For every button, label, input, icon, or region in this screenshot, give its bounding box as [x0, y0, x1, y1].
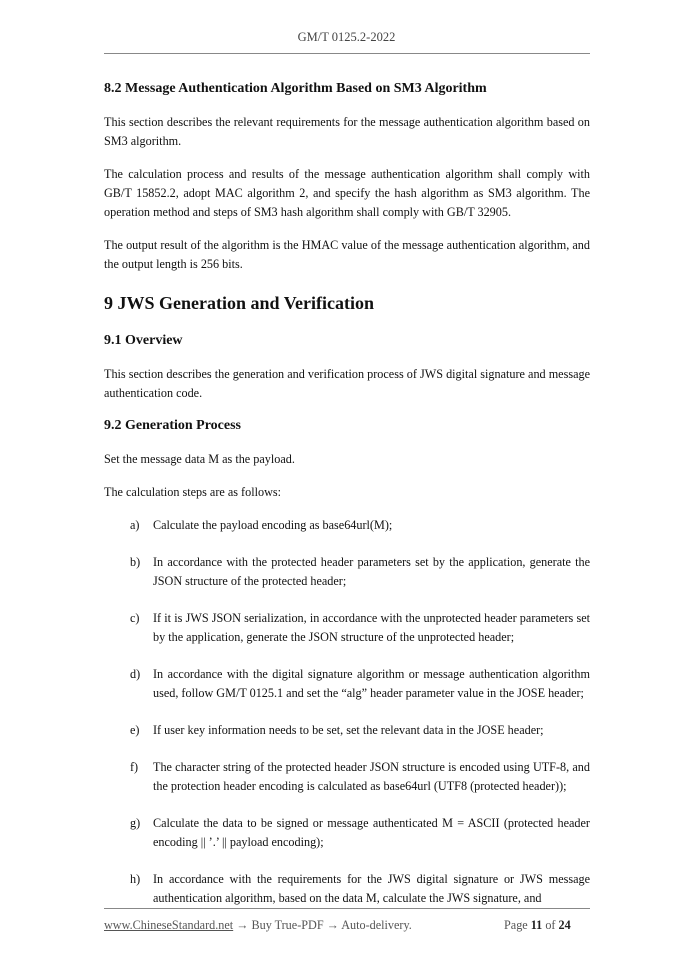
section-9-1-title: 9.1 Overview — [104, 333, 183, 348]
list-item — [104, 870, 590, 908]
page-number — [504, 918, 571, 933]
list-item — [104, 814, 590, 852]
current-page: 11 — [530, 918, 543, 932]
list-item — [104, 553, 590, 591]
generation-steps-list — [104, 516, 590, 908]
list-item-label: h) — [130, 872, 141, 886]
list-item — [104, 516, 590, 535]
page-word: Page — [504, 918, 528, 932]
list-item-label: b) — [130, 555, 141, 569]
section-8-2-title: 8.2 Message Authentication Algorithm Based on SM3 Algorithm — [104, 81, 487, 96]
header-divider — [104, 53, 590, 54]
list-item-label: g) — [130, 816, 141, 830]
section-9-title: 9 JWS Generation and Verification — [104, 293, 375, 313]
section-9-2-paragraph-1: Set the message data M as the payload. — [104, 452, 295, 466]
list-item-text: In accordance with the protected header parameters set by the application, generate the JSON structure of the protected header; — [153, 555, 590, 588]
list-item-label: e) — [130, 723, 140, 737]
list-item-text: In accordance with the digital signature algorithm or message authentication algorithm used, follow GM/T 0125.1 and set the “alg” header parameter value in the JOSE header; — [153, 667, 590, 700]
running-header: GM/T 0125.2-2022 — [297, 30, 396, 44]
list-item-text: If it is JWS JSON serialization, in accordance with the unprotected header parameters set by the application, generate the JSON structure of the unprotected header; — [153, 611, 590, 644]
section-8-2-paragraph-2: The calculation process and results of the message authentication algorithm shall comply with GB/T 15852.2, adopt MAC algorithm 2, and specify the hash algorithm as SM3 algorithm. The operation method and steps of SM3 hash algorithm shall comply with GB/T 32905. — [104, 167, 590, 219]
list-item — [104, 609, 590, 647]
total-pages: 24 — [558, 918, 571, 932]
section-9-2-paragraph-2: The calculation steps are as follows: — [104, 485, 281, 499]
list-item — [104, 721, 590, 740]
section-9-1-paragraph-1: This section describes the generation and verification process of JWS digital signature and message authentication code. — [104, 367, 590, 400]
footer-promo — [104, 918, 412, 933]
list-item — [104, 758, 590, 796]
list-item-text: Calculate the payload encoding as base64url(M); — [153, 518, 393, 532]
page-body — [104, 80, 590, 926]
list-item-text: Calculate the data to be signed or message authenticated M = ASCII (protected header encoding || ’.’ || payload encoding); — [153, 816, 590, 849]
of-word: of — [545, 918, 556, 932]
list-item-label: c) — [130, 611, 140, 625]
list-item-label: f) — [130, 760, 139, 774]
footer-divider — [104, 908, 590, 909]
list-item-label: d) — [130, 667, 141, 681]
site-link[interactable]: www.ChineseStandard.net — [104, 918, 234, 932]
list-item-text: In accordance with the requirements for the JWS digital signature or JWS message authentication algorithm, based on the data M, calculate the JWS signature, and — [153, 872, 590, 905]
list-item — [104, 665, 590, 703]
list-item-text: The character string of the protected header JSON structure is encoded using UTF-8, and the protection header encoding is calculated as base64url (UTF8 (protected header)); — [153, 760, 590, 793]
section-8-2-paragraph-3: The output result of the algorithm is the HMAC value of the message authentication algorithm, and the output length is 256 bits. — [104, 238, 590, 271]
list-item-label: a) — [130, 518, 140, 532]
section-8-2-paragraph-1: This section describes the relevant requirements for the message authentication algorithm based on SM3 algorithm. — [104, 115, 590, 148]
list-item-text: If user key information needs to be set, set the relevant data in the JOSE header; — [153, 723, 544, 737]
footer-promo-text: → Buy True-PDF → Auto-delivery. — [233, 918, 412, 932]
section-9-2-title: 9.2 Generation Process — [104, 418, 241, 433]
